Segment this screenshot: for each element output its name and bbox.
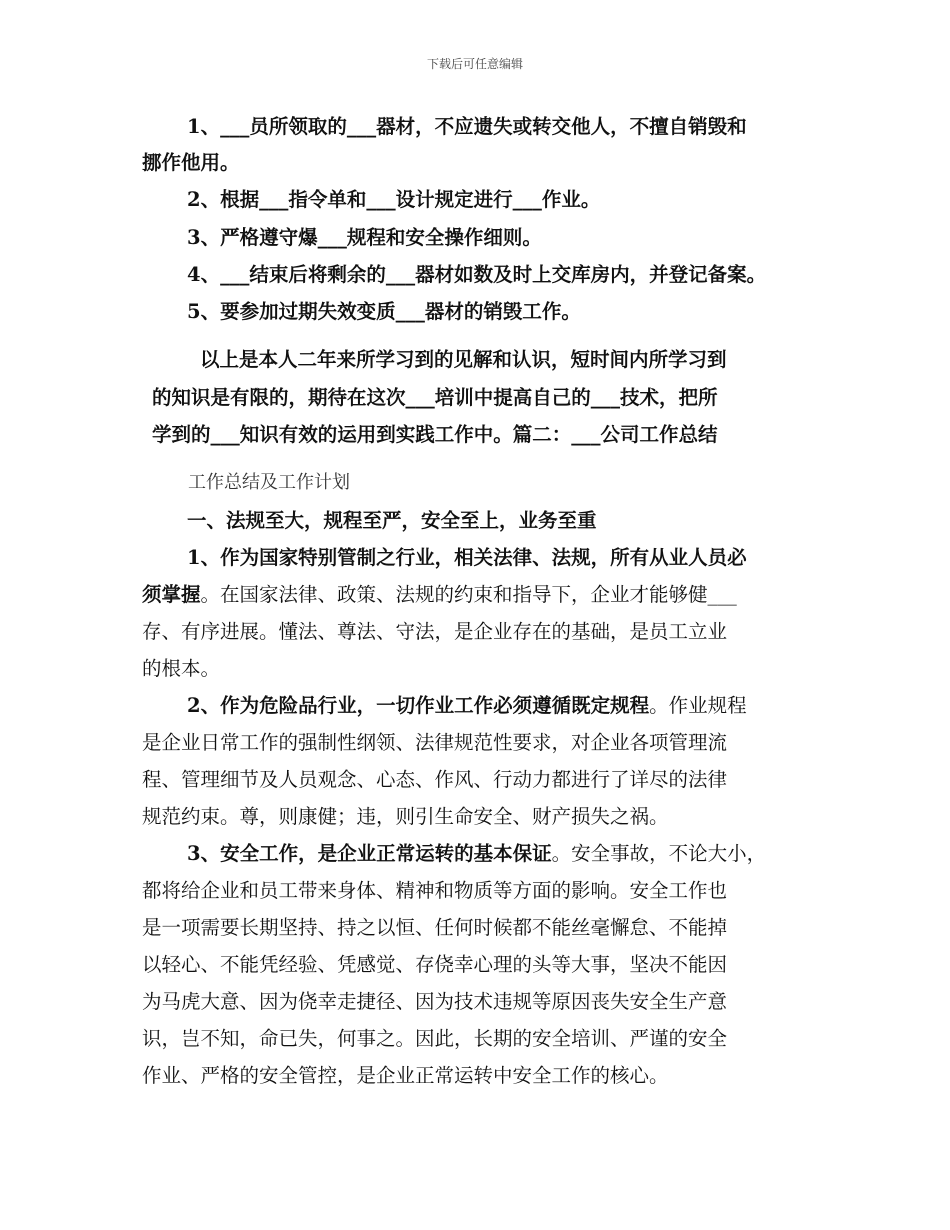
paragraph-line: 程、管理细节及人员观念、心态、作风、行动力都进行了详尽的法律 — [142, 768, 728, 791]
paragraph-line: 须掌握。在国家法律、政策、法规的约束和指导下，企业才能够健___ — [142, 583, 737, 606]
paragraph-line: 3、严格遵守爆___规程和安全操作细则。 — [187, 226, 542, 249]
paragraph-line: 3、安全工作，是企业正常运转的基本保证。安全事故，不论大小， — [187, 842, 767, 865]
paragraph-line: 以轻心、不能凭经验、凭感觉、存侥幸心理的头等大事，坚决不能因 — [142, 953, 728, 976]
section-heading: 一、法规至大，规程至严，安全至上，业务至重 — [187, 509, 597, 532]
paragraph-line: 为马虎大意、因为侥幸走捷径、因为技术违规等原因丧失安全生产意 — [142, 990, 728, 1013]
paragraph-line: 的知识是有限的，期待在这次___培训中提高自己的___技术，把所 — [152, 386, 718, 409]
paragraph-line: 2、根据___指令单和___设计规定进行___作业。 — [187, 188, 601, 211]
paragraph-line: 以上是本人二年来所学习到的见解和认识，短时间内所学习到 — [200, 348, 727, 371]
paragraph-line: 4、___结束后将剩余的___器材如数及时上交库房内，并登记备案。 — [187, 263, 767, 286]
paragraph-line: 识，岂不知，命已失，何事之。因此，长期的安全培训、严谨的安全 — [142, 1027, 728, 1050]
section-subtitle: 工作总结及工作计划 — [188, 472, 350, 493]
paragraph-line: 1、作为国家特别管制之行业，相关法律、法规，所有从业人员必 — [187, 546, 747, 569]
paragraph-line: 的根本。 — [142, 657, 221, 680]
paragraph-line: 是企业日常工作的强制性纲领、法律规范性要求，对企业各项管理流 — [142, 731, 728, 754]
paragraph-line: 都将给企业和员工带来身体、精神和物质等方面的影响。安全工作也 — [142, 879, 728, 902]
paragraph-line: 2、作为危险品行业，一切作业工作必须遵循既定规程。作业规程 — [187, 694, 747, 717]
paragraph-line: 挪作他用。 — [142, 151, 240, 174]
paragraph-line: 规范约束。尊，则康健；违，则引生命安全、财产损失之祸。 — [142, 805, 669, 828]
paragraph-line: 是一项需要长期坚持、持之以恒、任何时候都不能丝毫懈怠、不能掉 — [142, 916, 728, 939]
page-header: 下载后可任意编辑 — [426, 57, 523, 71]
paragraph-line: 存、有序进展。懂法、尊法、守法，是企业存在的基础，是员工立业 — [142, 620, 728, 643]
paragraph-line: 5、要参加过期失效变质___器材的销毁工作。 — [187, 300, 581, 323]
paragraph-line: 作业、严格的安全管控，是企业正常运转中安全工作的核心。 — [142, 1064, 669, 1087]
paragraph-line: 1、___员所领取的___器材，不应遗失或转交他人，不擅自销毁和 — [187, 115, 747, 138]
paragraph-line: 学到的___知识有效的运用到实践工作中。篇二：___公司工作总结 — [152, 423, 718, 446]
